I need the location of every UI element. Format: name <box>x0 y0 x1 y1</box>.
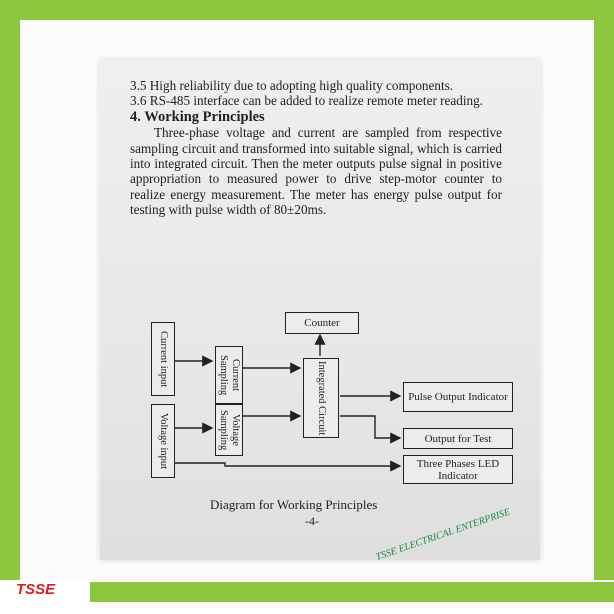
working-principles-diagram <box>145 308 520 483</box>
counter-box: Counter <box>285 312 359 334</box>
voltage-sampling-box: Voltage Sampling <box>215 404 243 456</box>
line-ic-to-test <box>340 416 400 438</box>
section-heading: 4. Working Principles <box>130 108 265 125</box>
integrated-circuit-box: Integrated Circuit <box>303 358 339 438</box>
current-sampling-box: Current Sampling <box>215 346 243 404</box>
item-3-6: 3.6 RS-485 interface can be added to realize remote meter reading. <box>130 93 483 109</box>
watermark-text: TSSE ELECTRICAL ENTERPRISE <box>374 506 512 563</box>
frame-right <box>594 0 614 580</box>
working-principles-paragraph: Three-phase voltage and current are sampled from respective sampling circuit and transformed into suitable signal, which is carried into integrated circuit. Then the meter outputs pulse signal in positive appropriation to measured power to drive step-motor counter to realize energy measurement. The meter has energy pulse output for testing with pulse width of 80±20ms. <box>130 125 502 218</box>
output-for-test-box: Output for Test <box>403 428 513 449</box>
current-input-box: Current input <box>151 322 175 396</box>
pulse-output-box: Pulse Output Indicator <box>403 382 513 412</box>
item-3-5: 3.5 High reliability due to adopting high quality components. <box>130 78 454 93</box>
manual-text <box>130 78 502 218</box>
footer-green-strip <box>90 582 614 602</box>
led-indicator-box: Three Phases LED Indicator <box>403 455 513 484</box>
line-voltage-to-led <box>167 458 400 466</box>
tsse-logo: TSSE <box>16 581 56 598</box>
page-number: -4- <box>305 514 319 528</box>
diagram-caption: Diagram for Working Principles <box>210 497 378 512</box>
frame-left <box>0 0 20 580</box>
frame-top <box>0 0 614 20</box>
voltage-input-box: Voltage input <box>151 404 175 478</box>
